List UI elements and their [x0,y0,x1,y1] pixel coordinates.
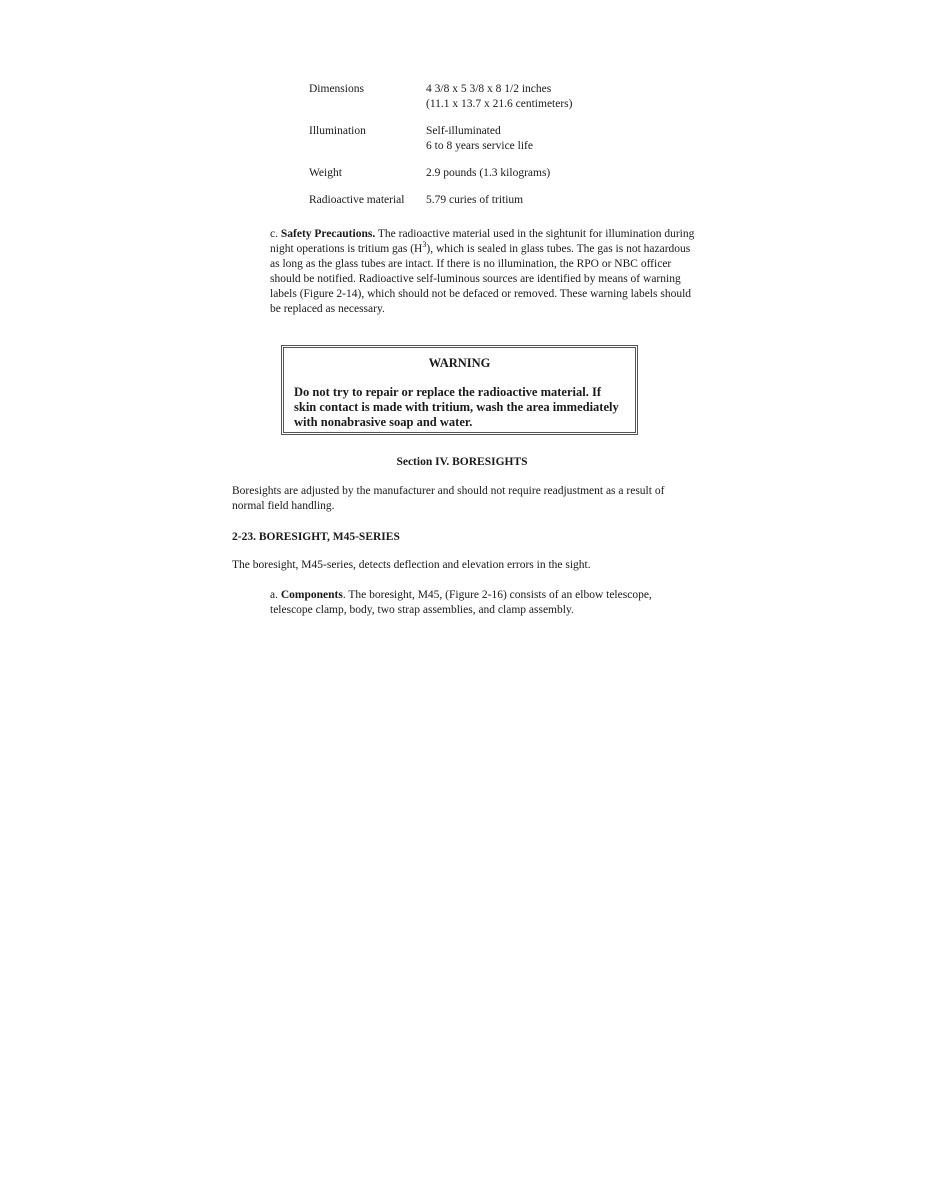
warning-box [281,345,638,435]
spec-value-line: 6 to 8 years service life [426,140,533,152]
subheading-m45-series: 2-23. BORESIGHT, M45-SERIES [232,531,400,543]
components-paragraph [270,588,695,618]
safety-text-start: The radioactive material used in the sightunit for illumination during night operations is tritium gas (H [270,228,695,255]
spec-label: Radioactive material [309,194,405,206]
superscript-3: 3 [422,240,427,250]
spec-value-line: 2.9 pounds (1.3 kilograms) [426,167,551,179]
safety-text-end: ), which is sealed in glass tubes. The gas is not hazardous as long as the glass tubes are intact. If there is no illumination, the RPO or NBC officer should be notified. Radioactive self-luminous sources are identified by means of warning labels (Figure 2-14), which should not be defaced or removed. These warning labels should be replaced as necessary. [270,243,692,315]
spec-label: Dimensions [309,83,364,95]
components-heading: Components [280,589,343,601]
safety-prefix: c. [270,228,281,240]
spec-value-line: 5.79 curies of tritium [426,194,524,206]
safety-heading: Safety Precautions. [280,228,376,240]
spec-label: Weight [309,167,342,179]
spec-row-weight [309,166,573,181]
spec-value-line: 4 3/8 x 5 3/8 x 8 1/2 inches [426,83,552,95]
spec-value [426,124,533,154]
warning-title: WARNING [428,356,491,370]
detects-paragraph: The boresight, M45-series, detects deflection and elevation errors in the sight. [232,559,591,571]
spec-value [426,166,550,181]
boresights-paragraph: Boresights are adjusted by the manufacturer and should not require readjustment as a result of normal field handling. [232,485,665,512]
spec-row-illumination [309,124,573,154]
spec-row-radioactive-material [309,193,573,208]
spec-row-dimensions [309,82,573,112]
spec-label: Illumination [309,125,366,137]
components-prefix: a. [270,589,281,601]
components-text: . The boresight, M45, (Figure 2-16) consists of an elbow telescope, telescope clamp, body, two strap assemblies, and clamp assembly. [270,589,652,616]
safety-text [270,227,695,317]
section-heading: Section IV. BORESIGHTS [396,456,528,468]
spec-value [426,193,523,208]
safety-precautions-paragraph [270,227,695,317]
spec-value-line: (11.1 x 13.7 x 21.6 centimeters) [426,98,573,110]
specifications-table [309,82,573,220]
spec-value [426,82,573,112]
warning-text: Do not try to repair or replace the radioactive material. If skin contact is made with tritium, wash the area immediately with nonabrasive soap and water. [294,385,619,429]
spec-value-line: Self-illuminated [426,125,501,137]
